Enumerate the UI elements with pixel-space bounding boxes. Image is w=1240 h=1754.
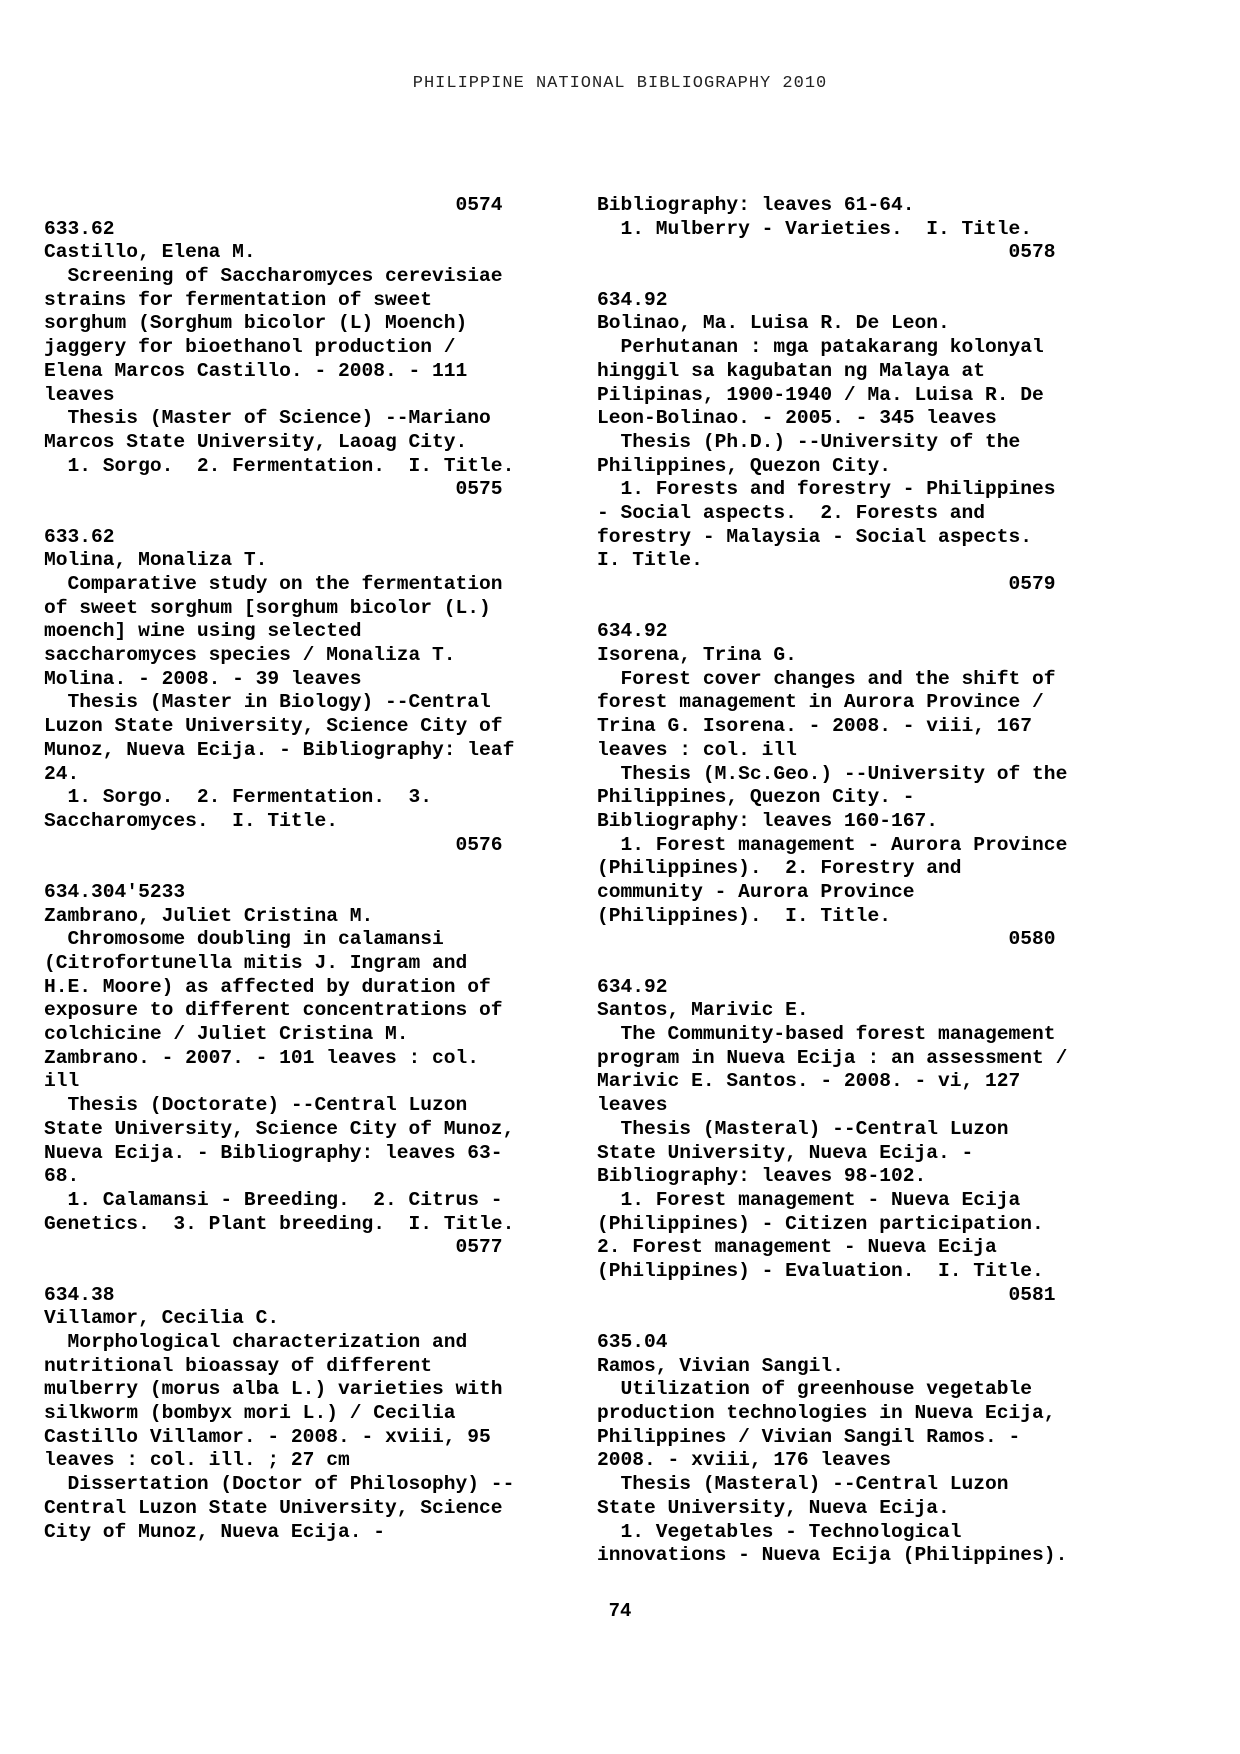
bibliography-line: Molina. - 2008. - 39 leaves [44, 667, 362, 690]
bibliography-line [597, 1307, 1101, 1331]
bibliography-line: 0574 [44, 194, 503, 216]
bibliography-line: Comparative study on the fermentation [44, 573, 503, 595]
bibliography-line: Thesis (Masteral) --Central Luzon [597, 1117, 1009, 1140]
bibliography-line: 1. Vegetables - Technological [597, 1520, 962, 1543]
bibliography-line: Castillo Villamor. - 2008. - xviii, 95 [44, 1425, 491, 1448]
bibliography-line: Forest cover changes and the shift of [597, 667, 1056, 690]
bibliography-line [44, 502, 548, 526]
bibliography-line: production technologies in Nueva Ecija, [597, 1402, 1056, 1425]
bibliography-line: hinggil sa kagubatan ng Malaya at [597, 359, 986, 382]
bibliography-line: Bolinao, Ma. Luisa R. De Leon. [597, 312, 950, 335]
bibliography-line: leaves : col. ill. ; 27 cm [44, 1449, 350, 1472]
bibliography-line: 2008. - xviii, 176 leaves [597, 1449, 891, 1472]
bibliography-line: jaggery for bioethanol production / [44, 336, 456, 359]
bibliography-line: Santos, Marivic E. [597, 999, 809, 1022]
bibliography-line: Ramos, Vivian Sangil. [597, 1354, 844, 1377]
bibliography-line: Isorena, Trina G. [597, 644, 797, 667]
bibliography-line: Pilipinas, 1900-1940 / Ma. Luisa R. De [597, 383, 1044, 406]
bibliography-line: Elena Marcos Castillo. - 2008. - 111 [44, 359, 468, 382]
bibliography-line: Zambrano. - 2007. - 101 leaves : col. [44, 1046, 480, 1069]
bibliography-line: forest management in Aurora Province / [597, 691, 1044, 714]
bibliography-line: 0576 [44, 833, 503, 856]
bibliography-line: Thesis (Masteral) --Central Luzon [597, 1473, 1009, 1496]
bibliography-line: 0575 [44, 478, 503, 501]
bibliography-line: State University, Nueva Ecija. [597, 1496, 950, 1519]
bibliography-line: 1. Sorgo. 2. Fermentation. 3. [44, 786, 433, 809]
bibliography-line: 0577 [44, 1236, 503, 1259]
bibliography-line: leaves [597, 1094, 668, 1117]
bibliography-line [597, 265, 1101, 289]
bibliography-line: Zambrano, Juliet Cristina M. [44, 904, 374, 927]
bibliography-line: leaves : col. ill [597, 738, 797, 761]
bibliography-line: Central Luzon State University, Science [44, 1496, 503, 1519]
bibliography-line [44, 1260, 548, 1284]
bibliography-line: 633.62 [44, 217, 115, 240]
bibliography-line: 1. Sorgo. 2. Fermentation. I. Title. [44, 454, 515, 477]
bibliography-line: Philippines / Vivian Sangil Ramos. - [597, 1425, 1021, 1448]
bibliography-line: - Social aspects. 2. Forests and [597, 501, 986, 524]
bibliography-line: Thesis (Master in Biology) --Central [44, 691, 491, 714]
bibliography-line: Thesis (M.Sc.Geo.) --University of the [597, 762, 1068, 785]
bibliography-line: State University, Nueva Ecija. - [597, 1141, 974, 1164]
bibliography-line: 634.38 [44, 1283, 115, 1306]
bibliography-line: City of Munoz, Nueva Ecija. - [44, 1520, 385, 1543]
bibliography-line [44, 857, 548, 881]
bibliography-line: Bibliography: leaves 61-64. [597, 194, 915, 216]
bibliography-line: Genetics. 3. Plant breeding. I. Title. [44, 1212, 515, 1235]
bibliography-line: mulberry (morus alba L.) varieties with [44, 1378, 503, 1401]
bibliography-line: 634.304'5233 [44, 880, 186, 903]
bibliography-line: Thesis (Ph.D.) --University of the [597, 430, 1021, 453]
bibliography-line: 0578 [597, 241, 1056, 264]
bibliography-line: 634.92 [597, 288, 668, 311]
bibliography-line: Villamor, Cecilia C. [44, 1307, 280, 1330]
bibliography-line: Castillo, Elena M. [44, 241, 256, 264]
bibliography-line: of sweet sorghum [sorghum bicolor (L.) [44, 596, 491, 619]
page-number: 74 [608, 1600, 632, 1622]
bibliography-line: Marcos State University, Laoag City. [44, 430, 468, 453]
bibliography-line: I. Title. [597, 549, 703, 572]
left-column [44, 194, 548, 1544]
bibliography-line: (Citrofortunella mitis J. Ingram and [44, 952, 468, 974]
bibliography-line: Munoz, Nueva Ecija. - Bibliography: leaf [44, 738, 515, 761]
bibliography-line: 634.92 [597, 620, 668, 643]
bibliography-line: H.E. Moore) as affected by duration of [44, 975, 491, 998]
bibliography-line: saccharomyces species / Monaliza T. [44, 644, 456, 667]
bibliography-line: community - Aurora Province [597, 880, 915, 903]
bibliography-line: (Philippines). 2. Forestry and [597, 857, 962, 880]
bibliography-line: 635.04 [597, 1331, 668, 1353]
bibliography-line: 634.92 [597, 975, 668, 998]
bibliography-line: Thesis (Master of Science) --Mariano [44, 407, 491, 430]
bibliography-line: 0580 [597, 928, 1056, 951]
bibliography-line: Utilization of greenhouse vegetable [597, 1378, 1033, 1401]
bibliography-line: Philippines, Quezon City. - [597, 786, 915, 809]
bibliography-line: Screening of Saccharomyces cerevisiae [44, 265, 503, 288]
bibliography-line: 1. Calamansi - Breeding. 2. Citrus - [44, 1188, 503, 1211]
bibliography-line: Leon-Bolinao. - 2005. - 345 leaves [597, 407, 997, 430]
bibliography-line: 633.62 [44, 525, 115, 548]
bibliography-line: ill [44, 1070, 80, 1093]
bibliography-line: 1. Forest management - Nueva Ecija [597, 1188, 1021, 1211]
bibliography-line: (Philippines) - Citizen participation. [597, 1212, 1044, 1235]
bibliography-line: 68. [44, 1165, 80, 1188]
bibliography-line: Trina G. Isorena. - 2008. - viii, 167 [597, 715, 1033, 738]
bibliography-line: moench] wine using selected [44, 620, 362, 643]
page-header-title: PHILIPPINE NATIONAL BIBLIOGRAPHY 2010 [412, 74, 828, 93]
bibliography-line: (Philippines) - Evaluation. I. Title. [597, 1259, 1044, 1282]
bibliography-line: Morphological characterization and [44, 1331, 468, 1353]
bibliography-line: colchicine / Juliet Cristina M. [44, 1023, 409, 1046]
bibliography-line: Marivic E. Santos. - 2008. - vi, 127 [597, 1070, 1021, 1093]
bibliography-line: strains for fermentation of sweet [44, 288, 433, 311]
bibliography-line: 1. Mulberry - Varieties. I. Title. [597, 217, 1033, 240]
bibliography-line: 2. Forest management - Nueva Ecija [597, 1236, 997, 1259]
bibliography-line: Nueva Ecija. - Bibliography: leaves 63- [44, 1141, 503, 1164]
bibliography-line: 1. Forest management - Aurora Province [597, 833, 1068, 856]
right-column [597, 194, 1101, 1568]
bibliography-line: 0581 [597, 1283, 1056, 1306]
bibliography-line: Luzon State University, Science City of [44, 715, 503, 738]
bibliography-line [597, 597, 1101, 621]
bibliography-line: program in Nueva Ecija : an assessment / [597, 1046, 1068, 1069]
bibliography-line: leaves [44, 383, 115, 406]
bibliography-line: 1. Forests and forestry - Philippines [597, 478, 1056, 501]
bibliography-line: nutritional bioassay of different [44, 1354, 433, 1377]
bibliography-line: Chromosome doubling in calamansi [44, 928, 444, 951]
bibliography-line: 24. [44, 762, 80, 785]
bibliography-line: (Philippines). I. Title. [597, 904, 891, 927]
bibliography-line: State University, Science City of Munoz, [44, 1117, 515, 1140]
bibliography-line: forestry - Malaysia - Social aspects. [597, 525, 1033, 548]
bibliography-line: Bibliography: leaves 98-102. [597, 1165, 927, 1188]
bibliography-line: The Community-based forest management [597, 1023, 1056, 1046]
bibliography-line: Dissertation (Doctor of Philosophy) -- [44, 1473, 515, 1496]
bibliography-line: Bibliography: leaves 160-167. [597, 809, 938, 832]
bibliography-line: Saccharomyces. I. Title. [44, 809, 338, 832]
bibliography-line: sorghum (Sorghum bicolor (L) Moench) [44, 312, 468, 335]
bibliography-line: 0579 [597, 573, 1056, 595]
bibliography-line: exposure to different concentrations of [44, 999, 503, 1022]
bibliography-line: Molina, Monaliza T. [44, 549, 268, 572]
bibliography-line: innovations - Nueva Ecija (Philippines). [597, 1544, 1068, 1567]
bibliography-line: silkworm (bombyx mori L.) / Cecilia [44, 1402, 456, 1425]
bibliography-line [597, 952, 1101, 976]
bibliography-line: Thesis (Doctorate) --Central Luzon [44, 1094, 468, 1117]
bibliography-line: Perhutanan : mga patakarang kolonyal [597, 336, 1044, 359]
bibliography-line: Philippines, Quezon City. [597, 454, 891, 477]
